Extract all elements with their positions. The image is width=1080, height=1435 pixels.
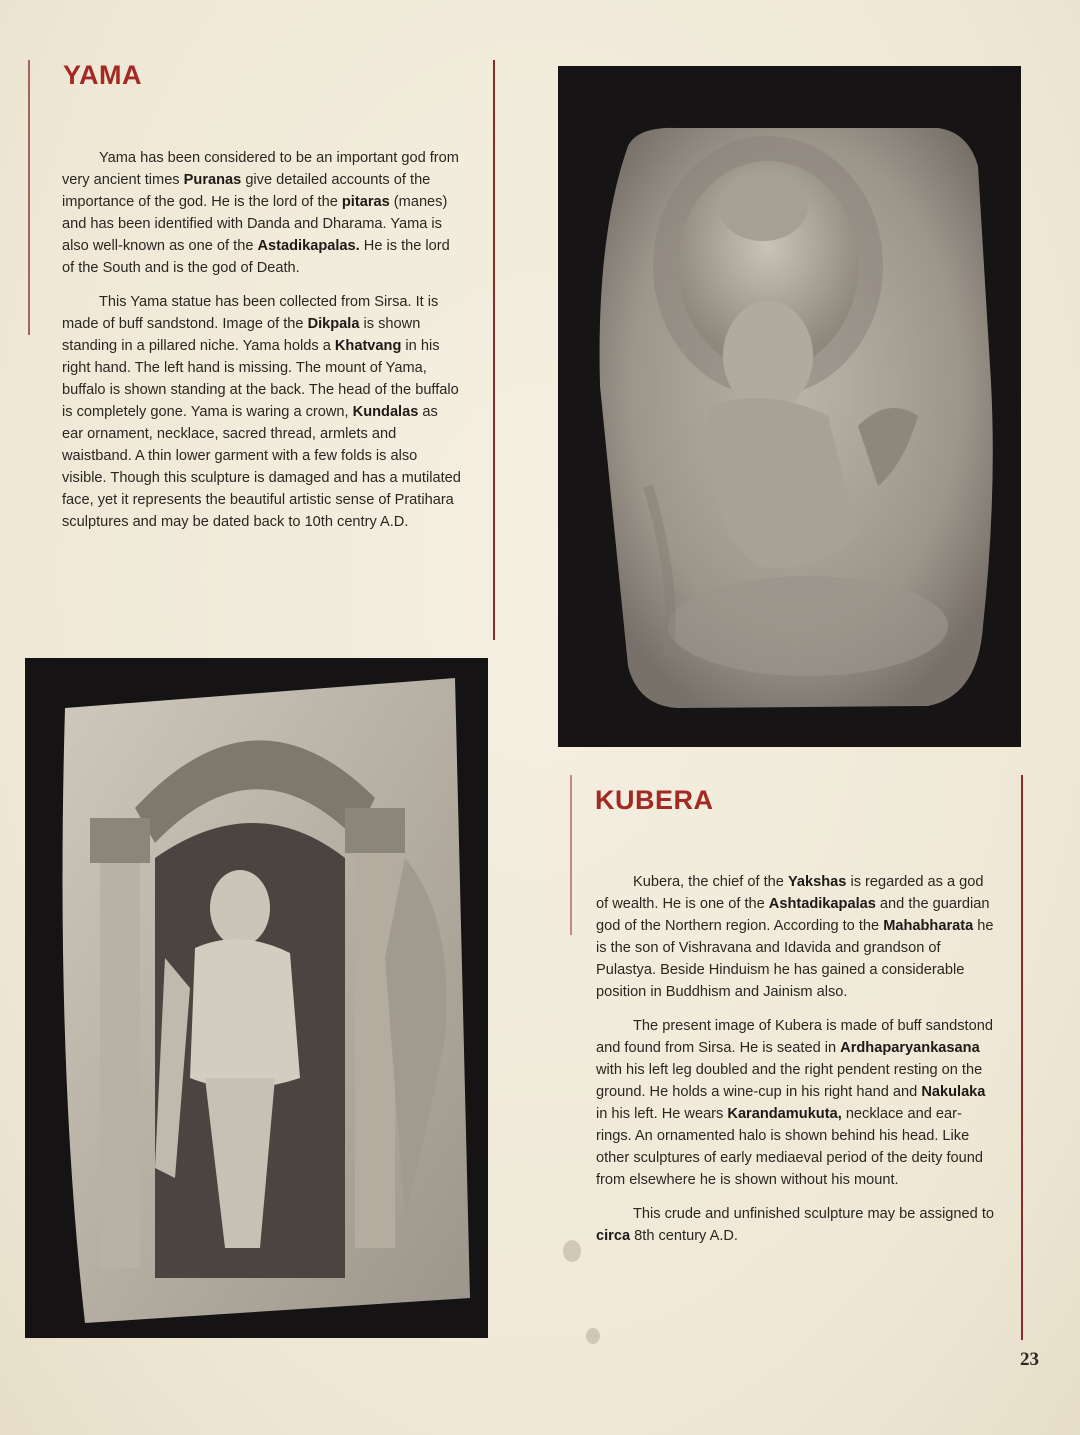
bold-term: Yakshas — [787, 874, 847, 890]
yama-left-rule — [28, 60, 30, 335]
page-number: 23 — [1020, 1349, 1039, 1370]
bold-term: Dikpala — [307, 316, 360, 332]
bold-term: circa — [596, 1228, 631, 1244]
text-run: 8th century A.D. — [630, 1228, 738, 1244]
bold-term: Puranas — [183, 172, 242, 188]
yama-body — [62, 147, 462, 545]
paper-stain — [563, 1240, 581, 1262]
text-run: This Yama statue has been collected from Sirsa. It is made of buff sandstond. Image of the — [62, 294, 439, 332]
bold-term: Mahabharata — [883, 918, 974, 934]
text-run: (manes) and has been identified with Danda and Dharama. Yama is also well-known as one of the — [62, 194, 448, 254]
text-run: in his right hand. The left hand is missing. The mount of Yama, buffalo is shown standing at the back. The head of the buffalo is completely gone. Yama is waring a crown, — [62, 338, 459, 420]
text-run: is shown standing in a pillared niche. Yama holds a — [62, 316, 421, 354]
paper-stain — [586, 1328, 600, 1344]
kubera-paragraph-2 — [596, 1015, 996, 1191]
kubera-body — [596, 871, 996, 1259]
yama-title: YAMA — [63, 60, 143, 90]
bold-term: Ardhaparyankasana — [840, 1040, 980, 1056]
yama-sculpture-photo — [25, 658, 488, 1338]
kubera-title: KUBERA — [595, 785, 714, 815]
yama-paragraph-1 — [62, 147, 462, 279]
text-run: with his left leg doubled and the right pendent resting on the ground. He holds a wine-cup in his right hand and — [596, 1062, 983, 1100]
text-run: and the guardian god of the Northern region. According to the — [596, 896, 990, 934]
bold-term: Karandamukuta, — [727, 1106, 842, 1122]
kubera-sculpture-photo — [558, 66, 1021, 747]
text-run: Kubera, the chief of the — [633, 874, 788, 890]
bold-term: Ashtadikapalas — [768, 896, 876, 912]
bold-term: Astadikapalas. — [257, 238, 360, 254]
text-run: He is the lord of the South and is the god of Death. — [62, 238, 450, 276]
text-run: as ear ornament, necklace, sacred thread, armlets and waistband. A thin lower garment with a few folds is also visible. Though this sculpture is damaged and has a mutilated face, yet it represents the beautiful artistic sense of Pratihara sculptures and may be dated back to 10th centry A.D. — [62, 404, 461, 530]
text-run: necklace and ear-rings. An ornamented halo is shown behind his head. Like other sculptures of early mediaeval period of the deity found from elsewhere he is shown without his mount. — [596, 1106, 983, 1188]
text-run: give detailed accounts of the importance of the god. He is the lord of the — [62, 172, 431, 210]
bold-term: pitaras — [341, 194, 390, 210]
bold-term: Kundalas — [352, 404, 419, 420]
text-run: Yama has been considered to be an important god from very ancient times — [62, 150, 459, 188]
kubera-left-rule — [570, 775, 572, 935]
yama-right-rule — [493, 60, 495, 640]
kubera-right-rule — [1021, 775, 1023, 1340]
text-run: The present image of Kubera is made of buff sandstond and found from Sirsa. He is seated in — [596, 1018, 993, 1056]
text-run: is regarded as a god of wealth. He is one of the — [596, 874, 984, 912]
bold-term: Khatvang — [334, 338, 402, 354]
bold-term: Nakulaka — [921, 1084, 986, 1100]
kubera-paragraph-3 — [596, 1203, 996, 1247]
yama-paragraph-2 — [62, 291, 462, 533]
text-run: he is the son of Vishravana and Idavida and grandson of Pulastya. Beside Hinduism he has gained a considerable position in Buddhism and Jainism also. — [596, 918, 994, 1000]
text-run: in his left. He wears — [596, 1106, 728, 1122]
kubera-paragraph-1 — [596, 871, 996, 1003]
text-run: This crude and unfinished sculpture may be assigned to — [633, 1206, 995, 1222]
